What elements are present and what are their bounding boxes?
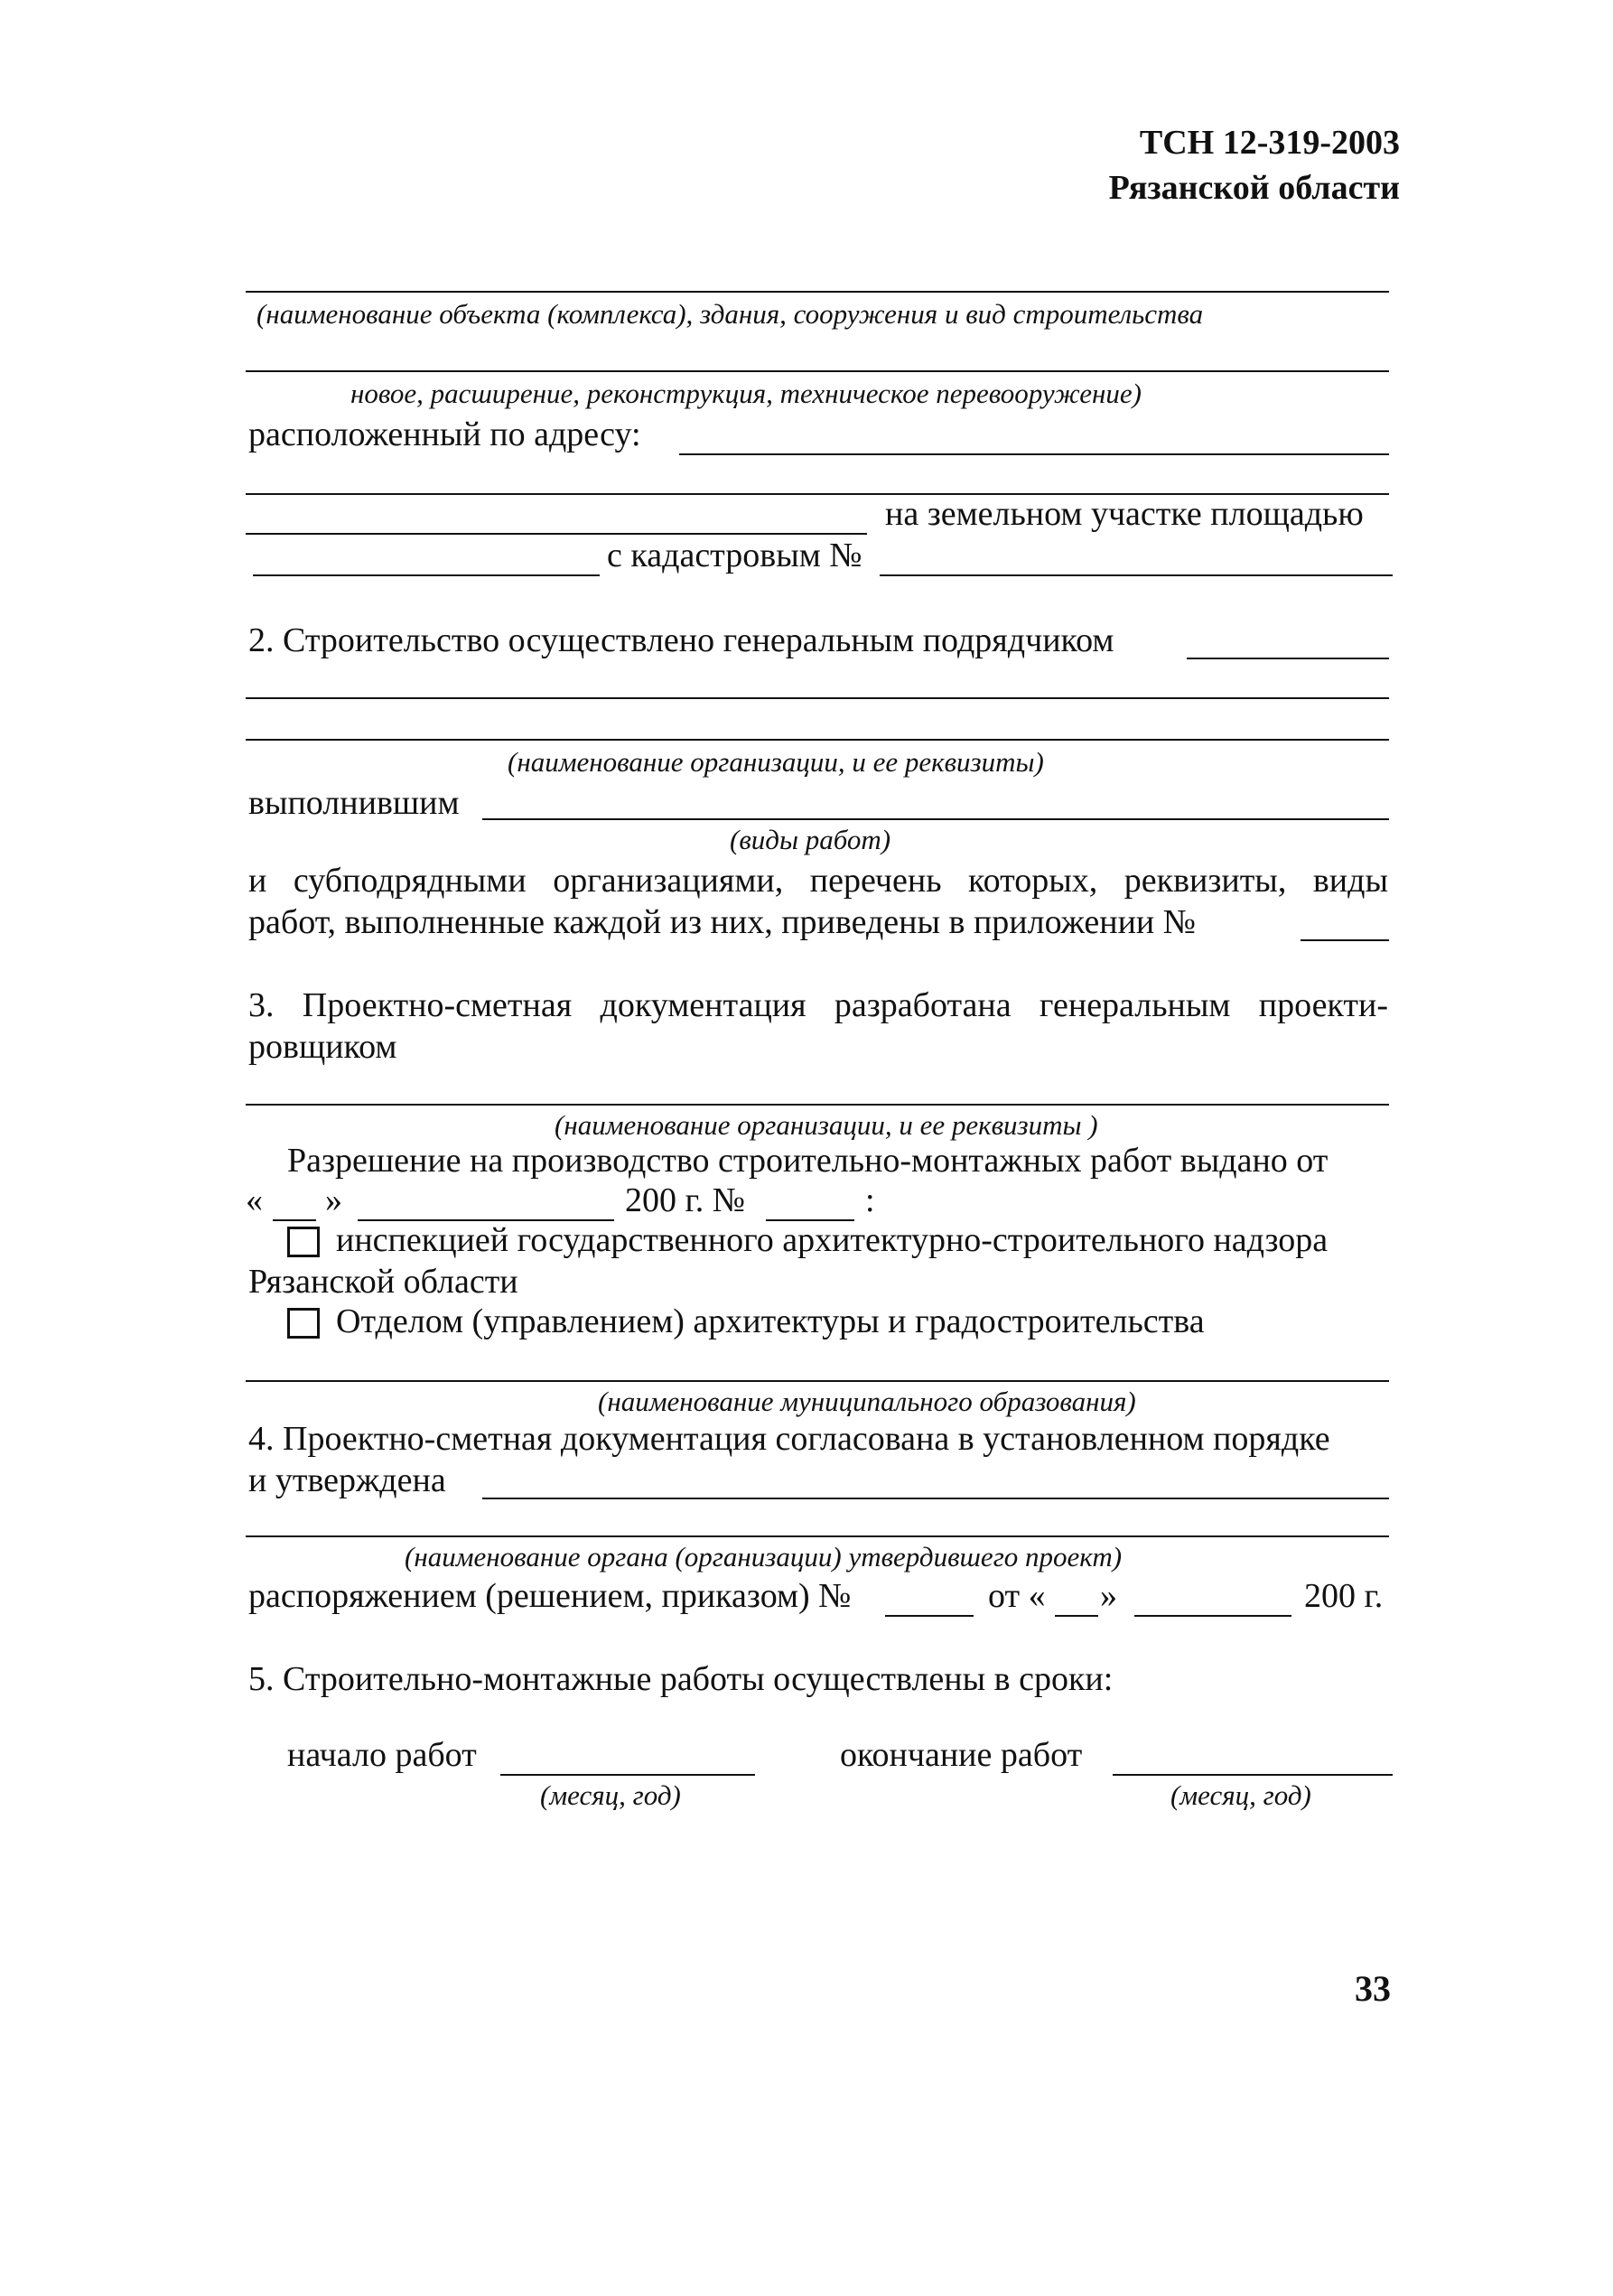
caption-start-month-year: (месяц, год) bbox=[540, 1779, 681, 1811]
order-from-label: от « bbox=[988, 1577, 1046, 1615]
general-contractor-label: 2. Строительство осуществлено генеральным подрядчиком bbox=[248, 621, 1114, 659]
performed-label: выполнившим bbox=[248, 784, 460, 822]
caption-municipality: (наименование муниципального образования) bbox=[598, 1386, 1136, 1417]
doc-region: Рязанской области bbox=[1108, 169, 1400, 207]
caption-object-line2: новое, расширение, реконструкция, техническое перевооружение) bbox=[350, 378, 1142, 409]
performed-works-line[interactable] bbox=[482, 818, 1389, 820]
design-docs-text-line1: 3. Проектно-сметная документация разработана генеральным проекти- bbox=[248, 986, 1388, 1024]
subcontractors-text-line1: и субподрядными организациями, перечень которых, реквизиты, виды bbox=[248, 862, 1388, 900]
caption-org: (наименование организации, и ее реквизиты) bbox=[508, 746, 1044, 778]
order-number-line[interactable] bbox=[885, 1615, 974, 1617]
order-month-line[interactable] bbox=[1134, 1615, 1291, 1617]
start-works-label: начало работ bbox=[287, 1736, 477, 1774]
appendix-number-line[interactable] bbox=[1301, 939, 1389, 941]
end-works-label: окончание работ bbox=[840, 1736, 1083, 1774]
caption-end-month-year: (месяц, год) bbox=[1170, 1779, 1311, 1811]
design-docs-text-line2: ровщиком bbox=[248, 1028, 397, 1066]
object-name-line[interactable] bbox=[246, 291, 1389, 293]
land-plot-label: на земельном участке площадью bbox=[885, 495, 1364, 533]
caption-designer-org: (наименование организации, и ее реквизиты ) bbox=[555, 1109, 1098, 1141]
object-type-line[interactable] bbox=[246, 370, 1389, 372]
order-day-line[interactable] bbox=[1055, 1615, 1098, 1617]
address-label: расположенный по адресу: bbox=[248, 415, 641, 453]
approved-by-line[interactable] bbox=[482, 1498, 1389, 1499]
department-option-label: Отделом (управлением) архитектуры и градостроительства bbox=[336, 1302, 1205, 1340]
general-contractor-line-3[interactable] bbox=[246, 739, 1389, 741]
cadastral-label: с кадастровым № bbox=[607, 537, 862, 574]
general-contractor-line[interactable] bbox=[1187, 658, 1389, 659]
approved-label: и утверждена bbox=[248, 1461, 446, 1499]
permit-date-quote-open: « bbox=[246, 1181, 263, 1219]
cadastral-number-line[interactable] bbox=[880, 574, 1393, 576]
approval-text: 4. Проектно-сметная документация согласована в установленном порядке bbox=[248, 1420, 1330, 1458]
permit-date-quote-close: » bbox=[325, 1181, 342, 1219]
caption-authority: (наименование органа (организации) утвердившего проект) bbox=[405, 1541, 1123, 1573]
page-number: 33 bbox=[1355, 1968, 1391, 2009]
permit-colon: : bbox=[865, 1181, 875, 1219]
order-quote-close: » bbox=[1100, 1577, 1117, 1615]
caption-object-line1: (наименование объекта (комплекса), здания, сооружения и вид строительства bbox=[256, 298, 1204, 330]
address-line[interactable] bbox=[679, 453, 1389, 455]
approved-by-line-2[interactable] bbox=[246, 1535, 1389, 1537]
municipality-line[interactable] bbox=[246, 1380, 1389, 1382]
inspection-option-label-cont: Рязанской области bbox=[248, 1263, 518, 1301]
permit-text: Разрешение на производство строительно-монтажных работ выдано от bbox=[287, 1142, 1329, 1180]
land-area-line[interactable] bbox=[253, 574, 600, 576]
permit-year-label: 200 г. № bbox=[625, 1181, 746, 1219]
permit-day-line[interactable] bbox=[273, 1219, 316, 1221]
start-works-line[interactable] bbox=[500, 1774, 755, 1776]
subcontractors-text-line2: работ, выполненные каждой из них, приведены в приложении № bbox=[248, 903, 1197, 941]
general-contractor-line-2[interactable] bbox=[246, 697, 1389, 699]
inspection-checkbox[interactable] bbox=[287, 1227, 320, 1257]
caption-works: (виды работ) bbox=[730, 824, 891, 855]
designer-line[interactable] bbox=[246, 1104, 1389, 1106]
department-checkbox[interactable] bbox=[287, 1308, 320, 1339]
inspection-option-label: инспекцией государственного архитектурно-строительного надзора bbox=[336, 1221, 1329, 1259]
order-label: распоряжением (решением, приказом) № bbox=[248, 1577, 852, 1615]
works-period-text: 5. Строительно-монтажные работы осуществлены в сроки: bbox=[248, 1660, 1114, 1698]
end-works-line[interactable] bbox=[1113, 1774, 1393, 1776]
doc-code: ТСН 12-319-2003 bbox=[1139, 124, 1400, 162]
order-year-label: 200 г. bbox=[1304, 1577, 1384, 1615]
